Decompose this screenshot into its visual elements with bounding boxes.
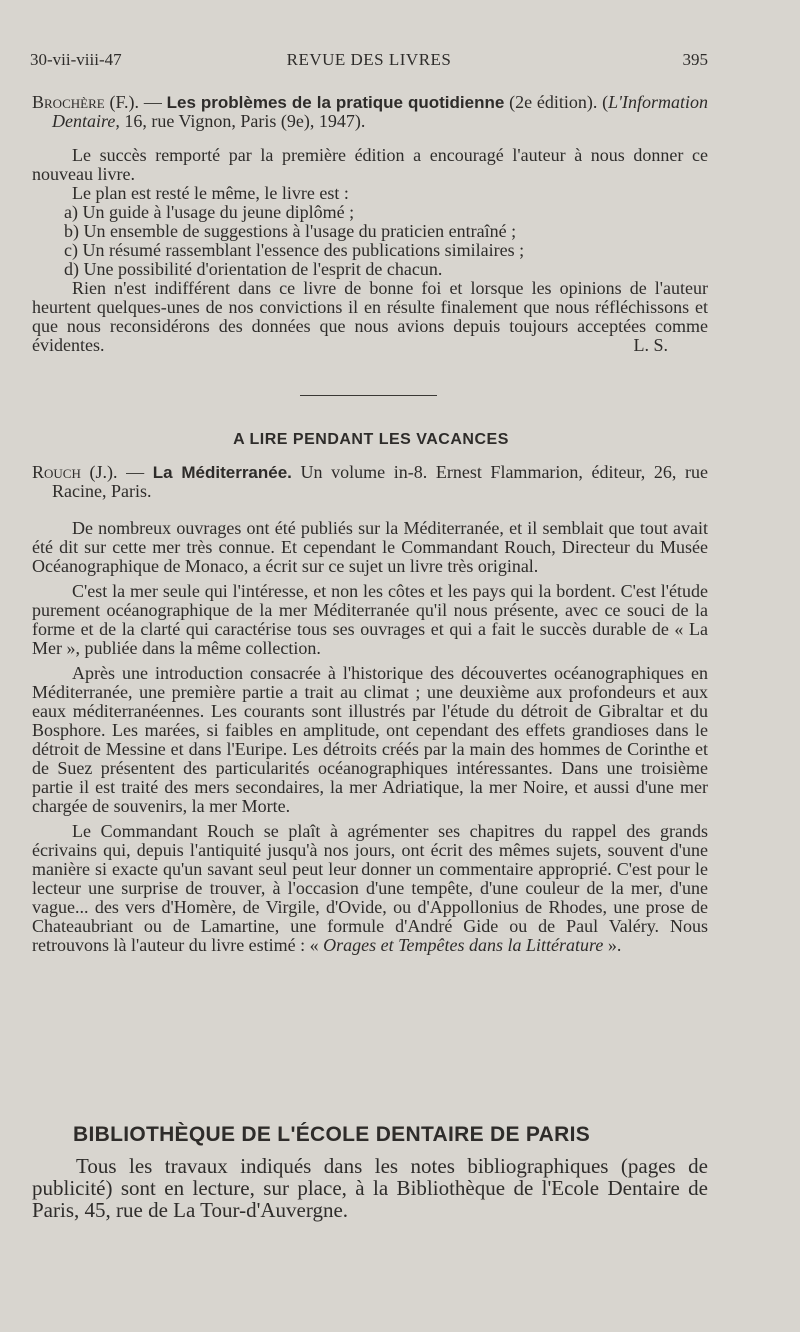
section-heading: A LIRE PENDANT LES VACANCES	[233, 431, 509, 448]
review-rouch	[32, 463, 708, 955]
review-paragraph: Le succès remporté par la première édition a encouragé l'auteur à nous donner ce nouveau livre.	[32, 145, 708, 184]
review-paragraph: De nombreux ouvrages ont été publiés sur la Méditerranée, et il semblait que tout avait été dit sur cette mer très connue. Et cependant le Commandant Rouch, Directeur du Musée Océanographique de Monaco, a écrit sur ce sujet un livre très original.	[32, 518, 708, 576]
review-citation: Rouch (J.). — La Méditerranée. Un volume in-8. Ernest Flammarion, éditeur, 26, rue Racine, Paris.	[32, 462, 708, 501]
review-address: 16, rue Vignon, Paris (9e), 1947).	[119, 111, 366, 131]
review-author: Rouch (J.).	[32, 462, 118, 482]
review-paragraph: C'est la mer seule qui l'intéresse, et non les côtes et les pays qui la bordent. C'est l'étude purement océanographique de la mer Méditerranée qu'il nous présente, avec ce souci de la forme et de la clarté qui caractérise tous ses ouvrages et qui a fait le succès durable de « La Mer », publiée dans la même collection.	[32, 581, 708, 658]
review-paragraph: Rien n'est indifférent dans ce livre de bonne foi et lorsque les opinions de l'auteur heurtent quelques-unes de nos convictions il en résulte finalement que nous réfléchissons et que nous reconsidérons des données que nous avions depuis toujours acceptées comme évidentes. L. S.	[32, 278, 708, 355]
list-item: c) Un résumé rassemblant l'essence des publications similaires ;	[64, 240, 525, 260]
library-heading: BIBLIOTHÈQUE DE L'ÉCOLE DENTAIRE DE PARIS	[73, 1123, 591, 1146]
review-paragraph: Après une introduction consacrée à l'historique des découvertes océanographiques en Méditerranée, une première partie a trait au climat ; une deuxième aux profondeurs et aux eaux méditerranéennes. Les courants sont illustrés par l'étude du détroit de Gibraltar et du Bosphore. Les marées, si faibles en amplitude, ont cependant des effets grandioses dans le détroit de Messine et dans l'Euripe. Les détroits créés par la main des hommes de Corinthe et de Suez présentent des particularités océanographiques intéressantes. Dans une troisième partie il est traité des mers secondaires, la mer Adriatique, la mer Noire, et aussi d'une mer chargée de souvenirs, la mer Morte.	[32, 663, 708, 816]
journal-title: REVUE DES LIVRES	[286, 50, 452, 69]
running-header	[30, 50, 708, 72]
review-publisher: L'Information Dentaire,	[52, 92, 709, 131]
review-paragraph: Le Commandant Rouch se plaît à agrémenter ses chapitres du rappel des grands écrivains qui, depuis l'antiquité jusqu'à nos jours, ont écrit des mêmes sujets, souvent d'une manière si exacte qu'un savant seul peut leur donner un commentaire approprié. C'est pour le lecteur une surprise de trouver, à l'occasion d'une tempête, d'une couleur de la mer, d'une vague... des vers d'Homère, de Virgile, d'Ovide, ou d'Appollonius de Rhodes, une prose de Chateaubriant ou de Lamartine, une formule d'André Gide ou de Paul Valéry. Nous retrouvons là l'auteur du livre estimé : « Orages et Tempêtes dans la Littérature ».	[32, 821, 708, 955]
list-item: d) Une possibilité d'orientation de l'esprit de chacun.	[64, 259, 443, 279]
review-signature: L. S.	[633, 335, 668, 355]
review-book-title: La Méditerranée.	[152, 463, 292, 482]
review-details: Un volume in-8. Ernest Flammarion, éditeur, 26, rue Racine, Paris.	[52, 462, 708, 501]
list-item: a) Un guide à l'usage du jeune diplômé ;	[64, 202, 355, 222]
library-paragraph: Tous les travaux indiqués dans les notes bibliographiques (pages de publicité) sont en lecture, sur place, à la Bibliothèque de l'Ecole Dentaire de Paris, 45, rue de La Tour-d'Auvergne.	[32, 1154, 708, 1222]
section-divider	[300, 395, 437, 396]
page-number: 395	[682, 50, 708, 69]
issue-date: 30-vii-viii-47	[30, 50, 122, 69]
review-edition: (2e édition).	[504, 92, 598, 112]
review-citation: Brochère (F.). — Les problèmes de la pratique quotidienne (2e édition). (L'Information Dentaire, 16, rue Vignon, Paris (9e), 1947).	[32, 92, 709, 131]
review-paragraph: Le plan est resté le même, le livre est :	[72, 183, 349, 203]
review-author: Brochère (F.).	[32, 92, 140, 112]
list-item: b) Un ensemble de suggestions à l'usage du praticien entraîné ;	[64, 221, 517, 241]
review-book-title: Les problèmes de la pratique quotidienne	[166, 93, 505, 112]
plan-list	[32, 203, 708, 279]
library-notice	[32, 1155, 708, 1221]
review-brochere	[32, 93, 708, 355]
quoted-title: Orages et Tempêtes dans la Littérature	[323, 935, 604, 955]
